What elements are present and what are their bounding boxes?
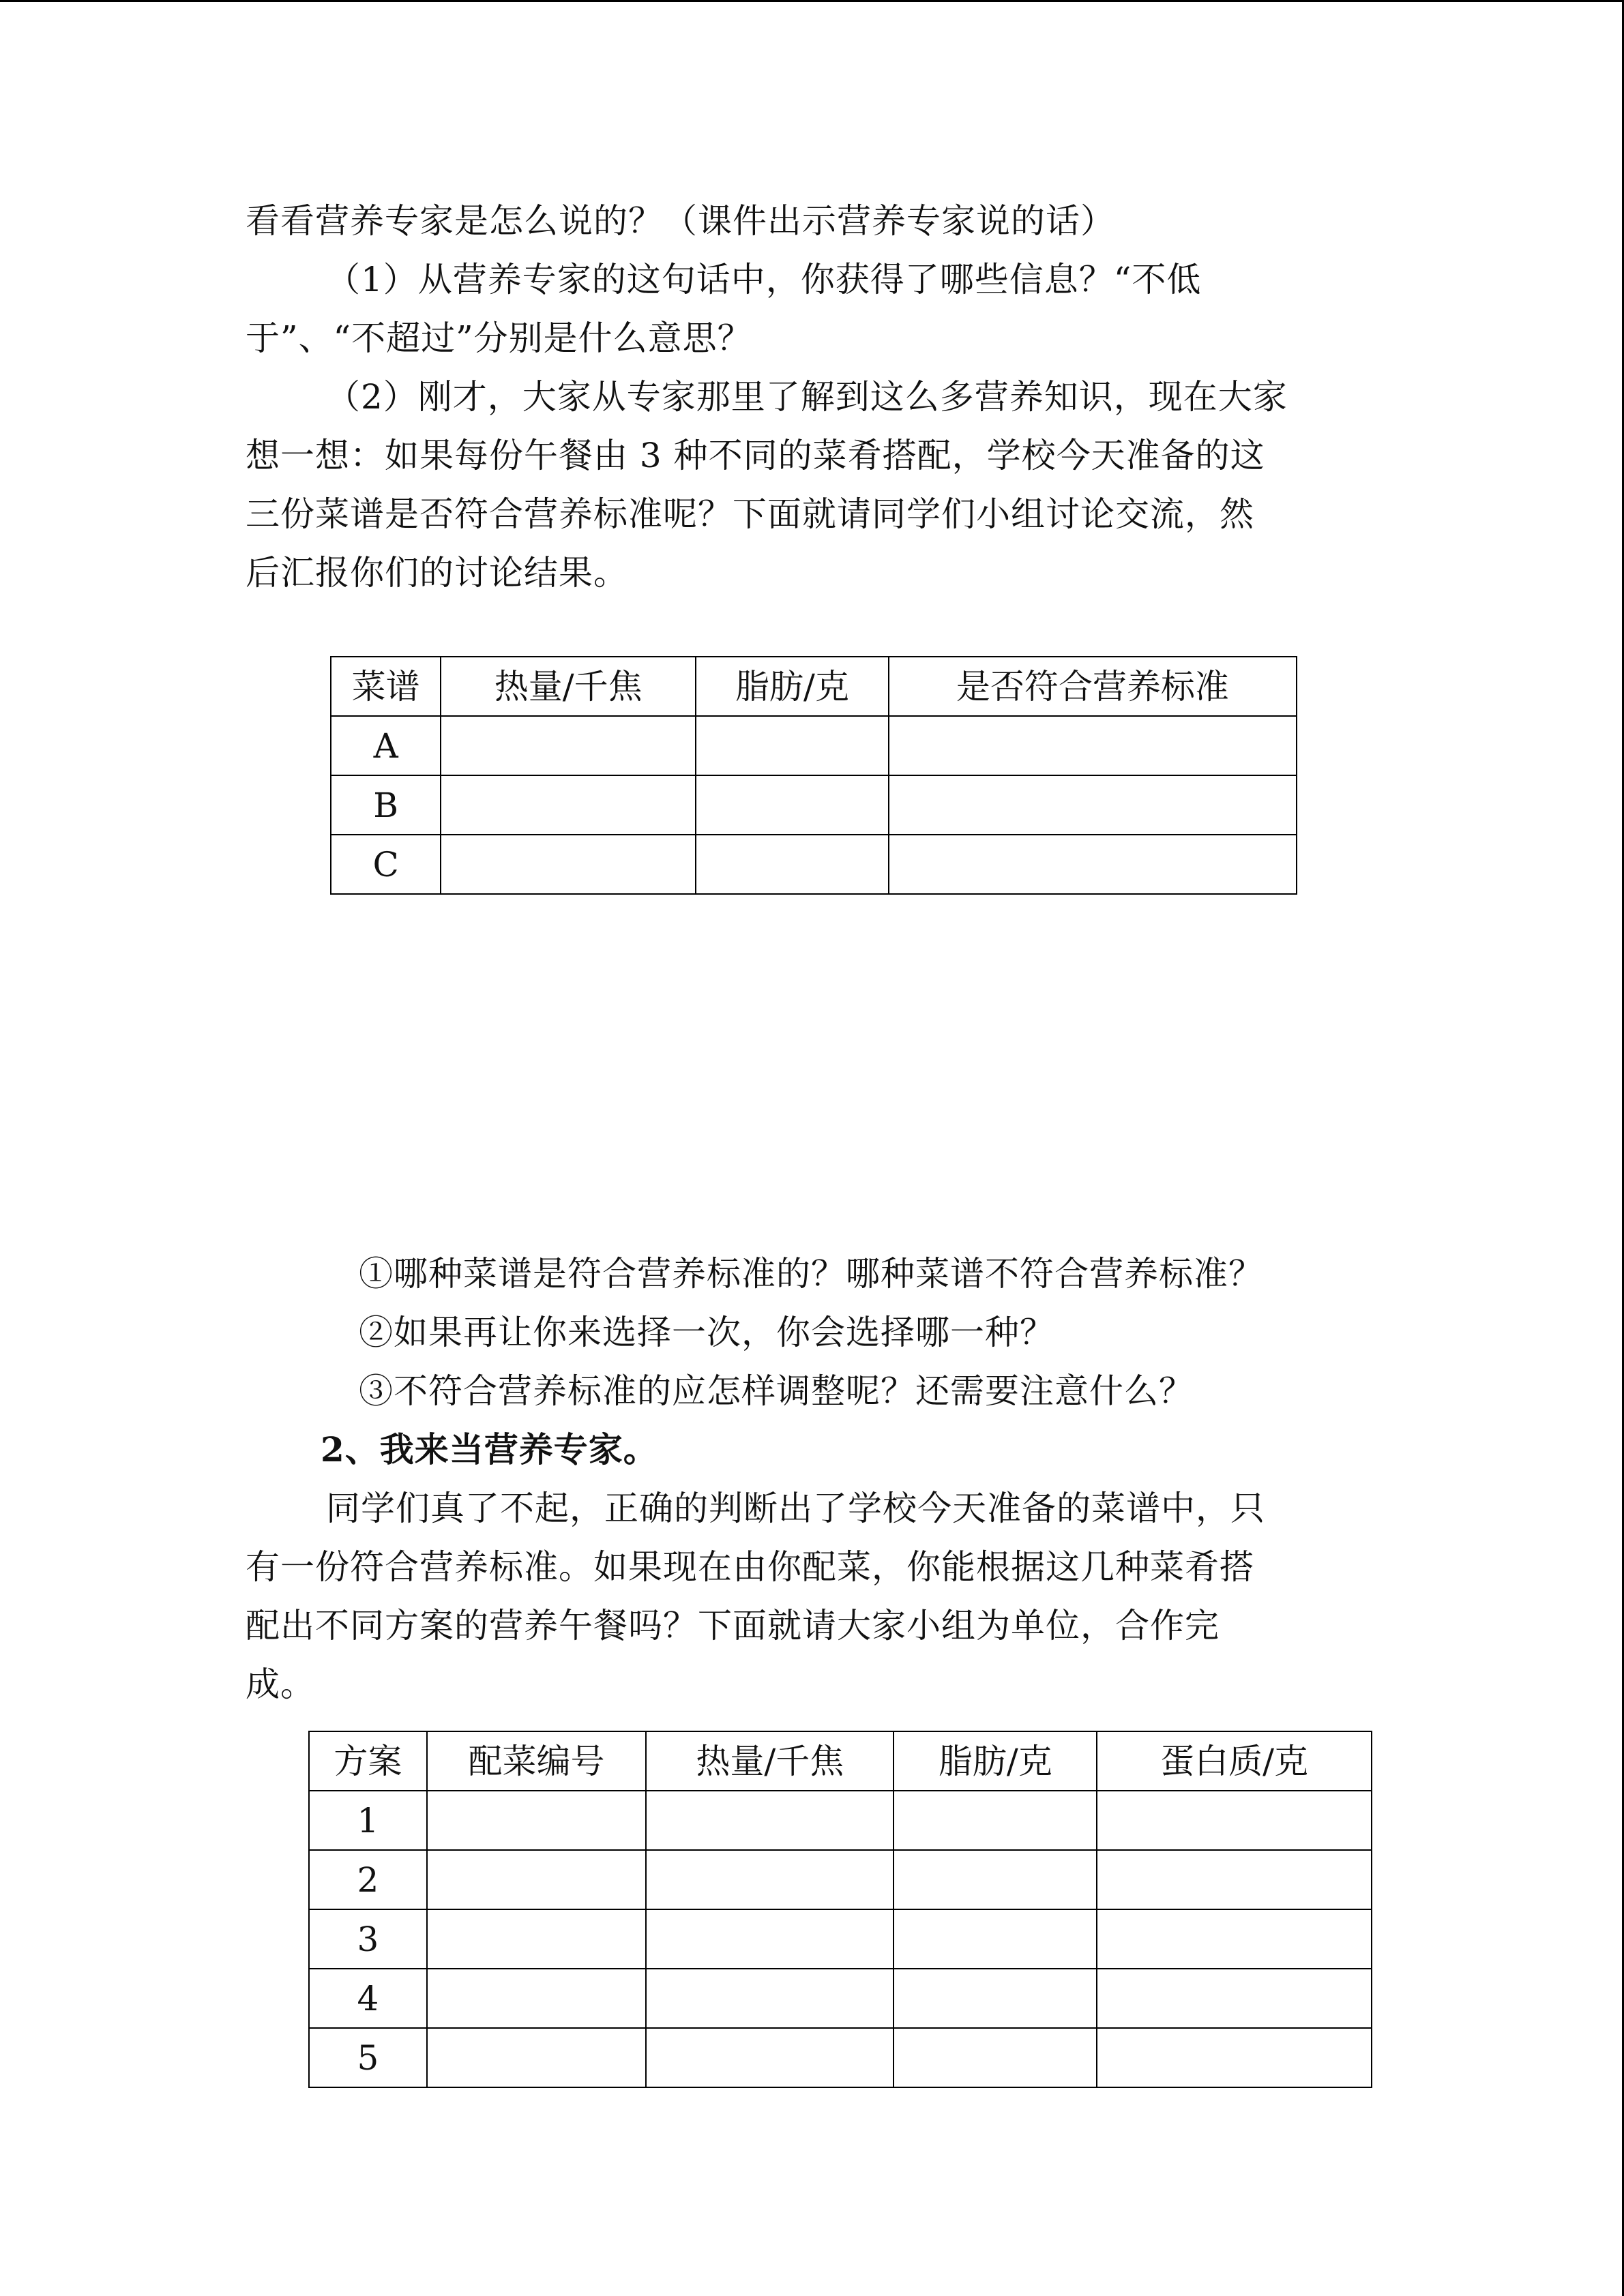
paragraph-line: 三份菜谱是否符合营养标准呢？下面就请同学们小组讨论交流，然 [246,494,1254,534]
paragraph-line: 看看营养专家是怎么说的？（课件出示营养专家说的话） [246,201,1115,241]
paragraph-line: 想一想：如果每份午餐由 3 种不同的菜肴搭配，学校今天准备的这 [246,436,1265,475]
table-cell [427,1791,646,1850]
table-cell [441,716,696,775]
paragraph-line: 有一份符合营养标准。如果现在由你配菜，你能根据这几种菜肴搭 [246,1547,1254,1587]
table-cell [894,2028,1097,2087]
table-row-label: B [331,775,441,835]
table-cell [696,716,889,775]
table-cell [889,716,1297,775]
table-cell [696,775,889,835]
table-cell [427,2028,646,2087]
table-cell [894,1909,1097,1969]
question-line: ①哪种菜谱是符合营养标准的？哪种菜谱不符合营养标准？ [359,1254,1263,1294]
table-cell [894,1791,1097,1850]
table-cell [696,835,889,894]
paragraph-line: 同学们真了不起，正确的判断出了学校今天准备的菜谱中，只 [326,1489,1265,1528]
question-line: ③不符合营养标准的应怎样调整呢？还需要注意什么？ [359,1371,1194,1411]
section-heading: 2、我来当营养专家。 [321,1429,658,1470]
table-cell [441,775,696,835]
menu-table [330,656,1297,895]
paragraph-line: 成。 [246,1665,315,1704]
table-row-label: 5 [309,2028,427,2087]
table-cell [894,1850,1097,1909]
table-row-label: 3 [309,1909,427,1969]
table-cell [646,1791,894,1850]
table-row-label: 2 [309,1850,427,1909]
paragraph-line: 于”、“不超过”分别是什么意思？ [246,318,752,358]
table-cell [646,2028,894,2087]
table-row-label: C [331,835,441,894]
table-header-cell: 方案 [309,1731,427,1791]
paragraph-line: 后汇报你们的讨论结果。 [246,553,628,593]
plan-table [308,1731,1372,2088]
table-cell [646,1909,894,1969]
table-cell [1097,1850,1372,1909]
table-header-cell: 脂肪/克 [894,1731,1097,1791]
table-header-cell: 脂肪/克 [696,657,889,716]
table-cell [894,1969,1097,2028]
table-cell [1097,1909,1372,1969]
table-cell [646,1850,894,1909]
table-header-cell: 是否符合营养标准 [889,657,1297,716]
table-cell [427,1909,646,1969]
table-cell [889,835,1297,894]
paragraph-line: （1）从营养专家的这句话中，你获得了哪些信息？“不低 [326,260,1202,299]
table-header-cell: 蛋白质/克 [1097,1731,1372,1791]
table-header-cell: 热量/千焦 [646,1731,894,1791]
table-cell [646,1969,894,2028]
table-cell [1097,2028,1372,2087]
table-row-label: A [331,716,441,775]
table-header-cell: 菜谱 [331,657,441,716]
table-cell [441,835,696,894]
paragraph-line: （2）刚才，大家从专家那里了解到这么多营养知识，现在大家 [326,377,1288,417]
table-header-cell: 配菜编号 [427,1731,646,1791]
table-cell [1097,1791,1372,1850]
table-cell [889,775,1297,835]
paragraph-line: 配出不同方案的营养午餐吗？下面就请大家小组为单位，合作完 [246,1606,1220,1645]
table-cell [427,1969,646,2028]
table-row-label: 4 [309,1969,427,2028]
table-row-label: 1 [309,1791,427,1850]
table-cell [1097,1969,1372,2028]
table-cell [427,1850,646,1909]
question-line: ②如果再让你来选择一次，你会选择哪一种？ [359,1313,1054,1352]
table-header-cell: 热量/千焦 [441,657,696,716]
